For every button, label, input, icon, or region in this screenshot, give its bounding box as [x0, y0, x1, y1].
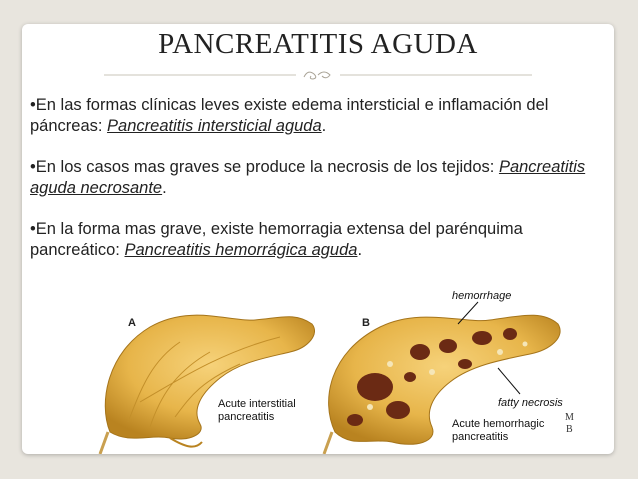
bullet-term: Pancreatitis aguda necrosante	[30, 158, 586, 197]
ornamental-divider	[104, 68, 532, 82]
bullet-marker: •	[30, 220, 36, 238]
bullet-term: Pancreatitis intersticial aguda	[107, 117, 322, 135]
panel-a-caption-line2: pancreatitis	[218, 411, 275, 423]
label-hemorrhage: hemorrhage	[452, 290, 512, 302]
panel-b-caption-line2: pancreatitis	[452, 431, 509, 443]
bullet-item	[30, 95, 612, 137]
bullet-tail: .	[357, 241, 363, 259]
panel-a-letter: A	[128, 317, 136, 329]
bullet-item	[30, 157, 612, 199]
bullet-text: En los casos mas graves se produce la necrosis de los tejidos:	[35, 158, 499, 176]
panel-a-pancreas	[100, 315, 315, 454]
bullet-item	[30, 219, 612, 261]
bullet-list	[30, 95, 612, 281]
bullet-marker: •	[30, 158, 36, 176]
bullet-tail: .	[321, 117, 327, 135]
panel-a-caption-line1: Acute interstitial	[218, 398, 296, 410]
bullet-tail: .	[162, 179, 167, 197]
panel-b-pancreas	[324, 315, 560, 454]
bullet-text: En las formas clínicas leves existe edema intersticial e inflamación del páncreas:	[30, 96, 549, 135]
bullet-marker: •	[30, 96, 36, 114]
pancreatitis-illustration	[80, 282, 580, 454]
panel-b-letter: B	[362, 317, 370, 329]
label-fatty-necrosis: fatty necrosis	[498, 397, 563, 409]
slide	[22, 24, 614, 454]
panel-b-caption-line1: Acute hemorrhagic	[452, 418, 545, 430]
illustrator-signature	[565, 412, 574, 435]
svg-text:B: B	[566, 424, 573, 435]
bullet-text: En la forma mas grave, existe hemorragia extensa del parénquima pancreático:	[30, 220, 523, 259]
fatty-necrosis-pointer	[498, 368, 520, 394]
bullet-term: Pancreatitis hemorrágica aguda	[124, 241, 358, 259]
svg-text:M: M	[565, 412, 574, 423]
slide-title: PANCREATITIS AGUDA	[158, 28, 478, 60]
